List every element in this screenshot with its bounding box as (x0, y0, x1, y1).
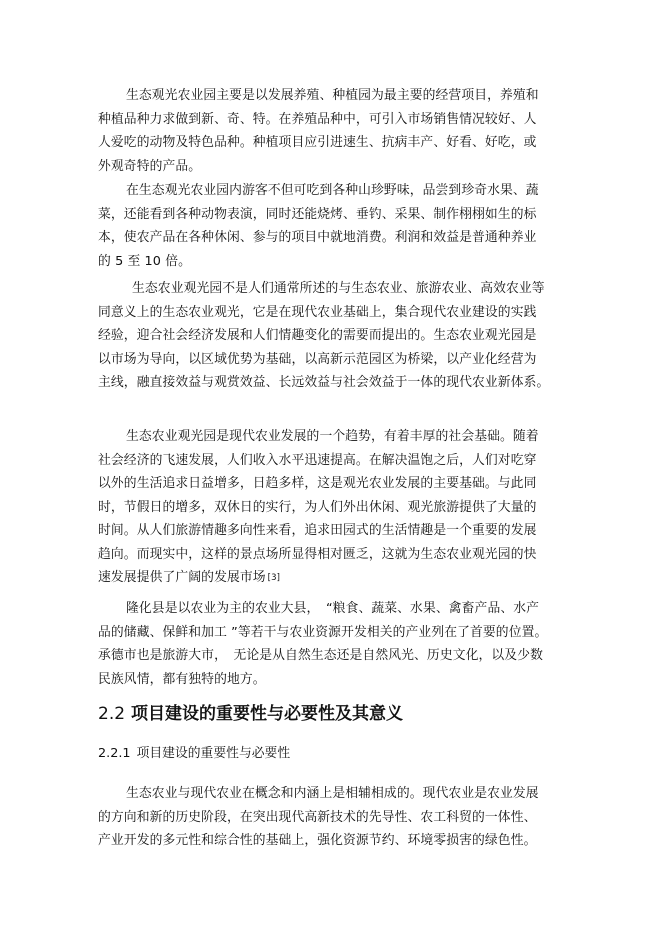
text-line: 产业开发的多元性和综合性的基础上，强化资源节约、环境零损害的绿色性。 (98, 833, 537, 848)
text-line: 生态观光农业园主要是以发展养殖、种植园为最主要的经营项目，养殖和 (126, 88, 539, 103)
subsection-title: 项目建设的重要性与必要性 (136, 746, 291, 761)
text-line: 生态农业观光园是现代农业发展的一个趋势，有着丰厚的社会基础。随着 (126, 429, 539, 444)
text-line (98, 566, 558, 590)
text-line: 经验，迎合社会经济发展和人们情趣变化的需要而提出的。生态农业观光园是 (98, 328, 537, 343)
paragraph-longhua-county (98, 597, 558, 691)
subsection-number: 2.2.1 (98, 746, 131, 761)
text-line: 生态农业观光园不是人们通常所述的与生态农业、旅游农业、高效农业等 (132, 281, 545, 296)
subsection-heading (98, 744, 290, 764)
paragraph-visitor-experience (98, 179, 558, 273)
text-line: 生态农业与现代农业在概念和内涵上是相辅相成的。现代农业是农业发展 (126, 786, 539, 801)
text-line: 的 5 至 10 倍。 (98, 253, 191, 269)
text-line: 主线，融直接效益与观赏效益、长远效益与社会效益于一体的现代农业新体系。 (98, 375, 550, 390)
text-line: 种植品种力求做到新、奇、特。在养殖品种中，可引入市场销售情况较好、人 (98, 111, 537, 127)
text-line: 人爱吃的动物及特色品种。种植项目应引进速生、抗病丰产、好看、好吃，或 (98, 135, 537, 150)
text-line: 品的储藏、保鲜和加工 ”等若干与农业资源开发相关的产业列在了首要的位置。 (98, 624, 548, 640)
paragraph-ecotourism-main-projects (98, 84, 558, 178)
text-line: 同意义上的生态农业观光，它是在现代农业基础上，集合现代农业建设的实践 (98, 304, 537, 320)
text-line: 的方向和新的历史阶段，在突出现代高新技术的先导性、农工科贸的一体性、 (98, 809, 537, 825)
text-line: 趋向。而现实中，这样的景点场所显得相对匮乏，这就为生态农业观光园的快 (98, 546, 537, 562)
section-heading (98, 702, 403, 726)
text-line: 承德市也是旅游大市， 无论是从自然生态还是自然风光、历史文化，以及少数 (98, 648, 543, 663)
text-line: 时间。从人们旅游情趣多向性来看，追求田园式的生活情趣是一个重要的发展 (98, 523, 537, 538)
section-title: 项目建设的重要性与必要性及其意义 (131, 704, 404, 724)
text-line: 社会经济的飞速发展，人们收入水平迅速提高。在解决温饱之后，人们对吃穿 (98, 452, 537, 468)
text-line: 以外的生活追求日益增多，日趋多样，这是观光农业发展的主要基础。与此同 (98, 476, 537, 491)
paragraph-park-definition (98, 277, 558, 395)
paragraph-development-trend (98, 425, 558, 590)
citation-reference: [3] (267, 573, 281, 583)
text-line: 外观奇特的产品。 (98, 158, 202, 174)
text-line-content: 速发展提供了广阔的发展市场 (98, 570, 266, 585)
section-number: 2.2 (98, 704, 126, 724)
text-line: 菜，还能看到各种动物表演，同时还能烧烤、垂钓、采果、制作栩栩如生的标 (98, 206, 537, 222)
text-line: 隆化县是以农业为主的农业大县， “粮食、蔬菜、水果、禽畜产品、水产 (126, 601, 540, 616)
text-line: 本，使农产品在各种休闲、参与的项目中就地消费。利润和效益是普通种养业 (98, 230, 537, 245)
text-line: 时，节假日的增多，双休日的实行，为人们外出休闲、观光旅游提供了大量的 (98, 499, 537, 515)
text-line: 以市场为导向，以区域优势为基础，以高新示范园区为桥梁，以产业化经营为 (98, 351, 537, 367)
paragraph-eco-modern-agriculture (98, 782, 558, 853)
text-line: 在生态观光农业园内游客不但可吃到各种山珍野味，品尝到珍奇水果、蔬 (126, 183, 539, 198)
text-line: 民族风情，都有独特的地方。 (98, 671, 266, 687)
